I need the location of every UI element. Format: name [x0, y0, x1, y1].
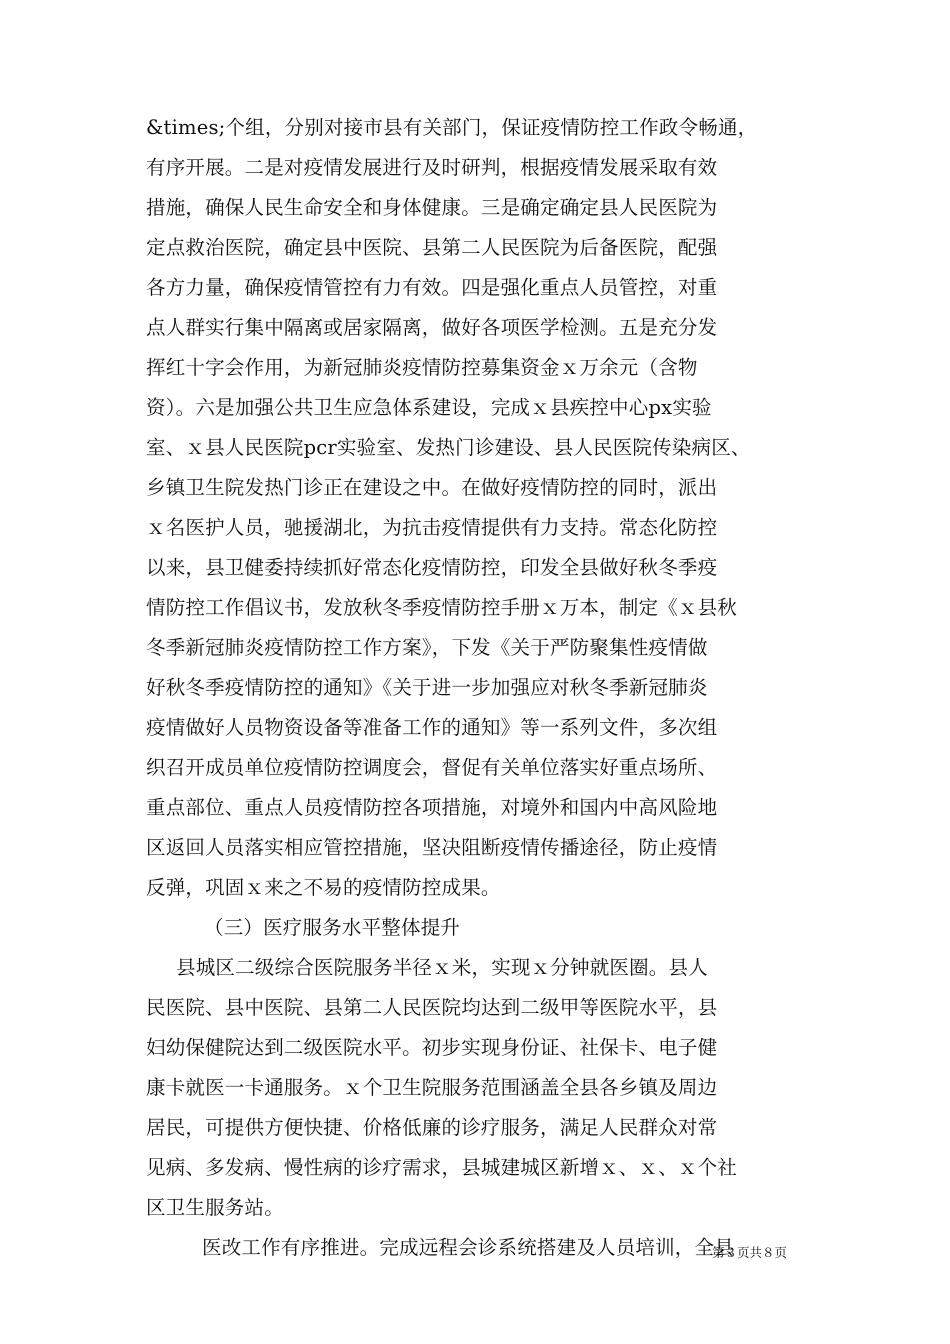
- text-line: 有序开展。二是对疫情发展进行及时研判，根据疫情发展采取有效: [146, 156, 718, 179]
- text-line: 区返回人员落实相应管控措施，坚决阻断疫情传播途径，防止疫情: [146, 836, 718, 859]
- text-line: 资）。六是加强公共卫生应急体系建设，完成ｘ县疾控中心px实验: [146, 396, 712, 419]
- text-line: 冬季新冠肺炎疫情防控工作方案》，下发《关于严防聚集性疫情做: [146, 636, 708, 659]
- text-line: ｘ名医护人员，驰援湖北，为抗击疫情提供有力支持。常态化防控: [146, 516, 718, 539]
- text-line: 点人群实行集中隔离或居家隔离，做好各项医学检测。五是充分发: [146, 316, 718, 339]
- text-line: 乡镇卫生院发热门诊正在建设之中。在做好疫情防控的同时，派出: [146, 476, 718, 499]
- text-line: 织召开成员单位疫情防控调度会，督促有关单位落实好重点场所、: [146, 756, 718, 779]
- paragraph-first-line: 县城区二级综合医院服务半径ｘ米，实现ｘ分钟就医圈。县人: [176, 956, 708, 979]
- text-line: 康卡就医一卡通服务。ｘ个卫生院服务范围涵盖全县各乡镇及周边: [146, 1076, 718, 1099]
- text-line: 以来，县卫健委持续抓好常态化疫情防控，印发全县做好秋冬季疫: [146, 556, 718, 579]
- text-line: 重点部位、重点人员疫情防控各项措施，对境外和国内中高风险地: [146, 796, 718, 819]
- section-heading: （三）医疗服务水平整体提升: [204, 916, 461, 939]
- paragraph-first-line: 医改工作有序推进。完成远程会诊系统搭建及人员培训，全县: [202, 1236, 734, 1259]
- text-line: 室、ｘ县人民医院pcr实验室、发热门诊建设、县人民医院传染病区、: [146, 436, 751, 459]
- text-line: &times;个组，分别对接市县有关部门，保证疫情防控工作政令畅通，: [146, 116, 758, 139]
- page-number: 第３页共８页: [712, 1245, 788, 1260]
- text-line: 民医院、县中医院、县第二人民医院均达到二级甲等医院水平，县: [146, 996, 718, 1019]
- text-line: 情防控工作倡议书，发放秋冬季疫情防控手册ｘ万本，制定《ｘ县秋: [146, 596, 738, 619]
- text-line: 疫情做好人员物资设备等准备工作的通知》等一系列文件，多次组: [146, 716, 718, 739]
- text-line: 措施，确保人民生命安全和身体健康。三是确定确定县人民医院为: [146, 196, 718, 219]
- text-line: 反弹，巩固ｘ来之不易的疫情防控成果。: [146, 876, 501, 899]
- text-line: 定点救治医院，确定县中医院、县第二人民医院为后备医院，配强: [146, 236, 718, 259]
- text-line: 妇幼保健院达到二级医院水平。初步实现身份证、社保卡、电子健: [146, 1036, 718, 1059]
- text-line: 见病、多发病、慢性病的诊疗需求，县城建城区新增ｘ、ｘ、ｘ个社: [146, 1156, 738, 1179]
- text-line: 居民，可提供方便快捷、价格低廉的诊疗服务，满足人民群众对常: [146, 1116, 718, 1139]
- text-line: 区卫生服务站。: [146, 1196, 284, 1219]
- text-line: 挥红十字会作用，为新冠肺炎疫情防控募集资金ｘ万余元（含物: [146, 356, 698, 379]
- text-line: 好秋冬季疫情防控的通知》《关于进一步加强应对秋冬季新冠肺炎: [146, 676, 708, 699]
- text-line: 各方力量，确保疫情管控有力有效。四是强化重点人员管控，对重: [146, 276, 718, 299]
